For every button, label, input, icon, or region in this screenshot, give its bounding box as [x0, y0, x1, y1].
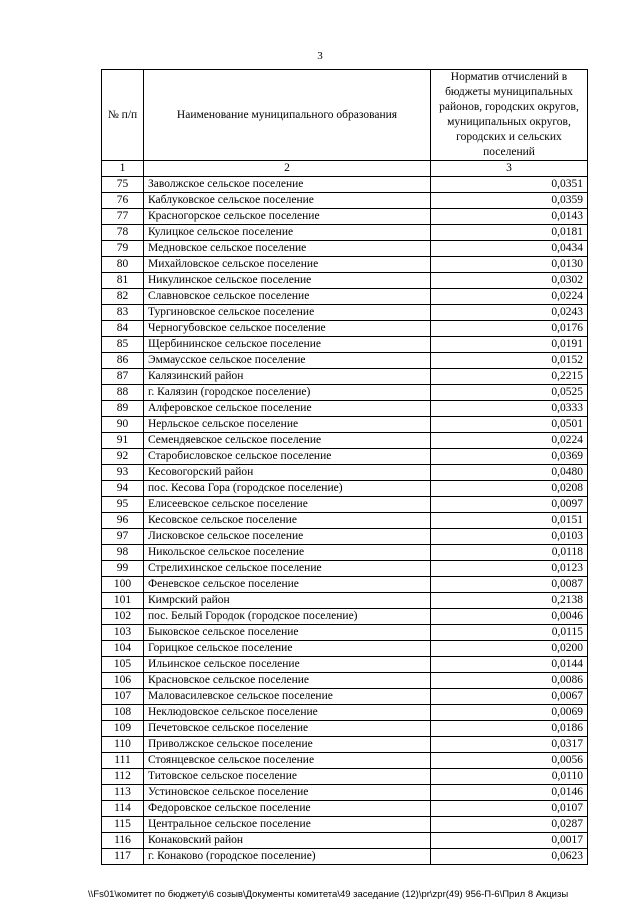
- row-number: 98: [102, 545, 144, 561]
- table-row: [102, 417, 588, 433]
- row-name: Горицкое сельское поселение: [144, 641, 431, 657]
- row-value: 0,0151: [431, 513, 588, 529]
- row-value: 0,0224: [431, 433, 588, 449]
- row-name: Феневское сельское поселение: [144, 577, 431, 593]
- row-name: Черногубовское сельское поселение: [144, 321, 431, 337]
- row-name: Приволжское сельское поселение: [144, 737, 431, 753]
- row-value: 0,0351: [431, 177, 588, 193]
- page-number: 3: [317, 50, 323, 62]
- table-row: [102, 305, 588, 321]
- footer-file-path: \\Fs01\комитет по бюджету\6 созыв\Документы комитета\49 заседание (12)\pr\zpr(49) 956-П-6\Прил 8 Акцизы: [88, 889, 569, 900]
- header-name: Наименование муниципального образования: [144, 70, 431, 161]
- row-number: 75: [102, 177, 144, 193]
- table-row: [102, 641, 588, 657]
- table-row: [102, 609, 588, 625]
- table-row: [102, 833, 588, 849]
- row-number: 78: [102, 225, 144, 241]
- row-value: 0,0086: [431, 673, 588, 689]
- column-index-1: 1: [102, 161, 144, 177]
- table-row: [102, 657, 588, 673]
- row-name: Никулинское сельское поселение: [144, 273, 431, 289]
- row-name: Семендяевское сельское поселение: [144, 433, 431, 449]
- table-row: [102, 385, 588, 401]
- row-value: 0,0369: [431, 449, 588, 465]
- row-value: 0,0143: [431, 209, 588, 225]
- row-value: 0,0200: [431, 641, 588, 657]
- row-number: 103: [102, 625, 144, 641]
- table-row: [102, 785, 588, 801]
- table-header-row: [102, 70, 588, 161]
- row-value: 0,0333: [431, 401, 588, 417]
- row-name: г. Калязин (городское поселение): [144, 385, 431, 401]
- row-name: Медновское сельское поселение: [144, 241, 431, 257]
- row-name: Заволжское сельское поселение: [144, 177, 431, 193]
- row-number: 107: [102, 689, 144, 705]
- header-number: № п/п: [102, 70, 144, 161]
- row-name: Устиновское сельское поселение: [144, 785, 431, 801]
- row-name: Лисковское сельское поселение: [144, 529, 431, 545]
- row-name: Щербининское сельское поселение: [144, 337, 431, 353]
- row-number: 96: [102, 513, 144, 529]
- row-number: 91: [102, 433, 144, 449]
- row-number: 87: [102, 369, 144, 385]
- table-body: [102, 177, 588, 865]
- row-value: 0,0623: [431, 849, 588, 865]
- row-number: 109: [102, 721, 144, 737]
- row-name: пос. Кесова Гора (городское поселение): [144, 481, 431, 497]
- table-row: [102, 273, 588, 289]
- table-row: [102, 849, 588, 865]
- table-row: [102, 433, 588, 449]
- row-name: Быковское сельское поселение: [144, 625, 431, 641]
- row-value: 0,0146: [431, 785, 588, 801]
- row-value: 0,0103: [431, 529, 588, 545]
- row-name: Нерльское сельское поселение: [144, 417, 431, 433]
- row-name: Маловасилевское сельское поселение: [144, 689, 431, 705]
- row-value: 0,2215: [431, 369, 588, 385]
- table-row: [102, 481, 588, 497]
- table-row: [102, 721, 588, 737]
- row-name: Кимрский район: [144, 593, 431, 609]
- row-number: 115: [102, 817, 144, 833]
- table-row: [102, 545, 588, 561]
- row-name: Центральное сельское поселение: [144, 817, 431, 833]
- table-row: [102, 465, 588, 481]
- row-number: 84: [102, 321, 144, 337]
- row-number: 82: [102, 289, 144, 305]
- row-value: 0,0069: [431, 705, 588, 721]
- row-number: 101: [102, 593, 144, 609]
- table-row: [102, 321, 588, 337]
- row-number: 79: [102, 241, 144, 257]
- row-name: г. Конаково (городское поселение): [144, 849, 431, 865]
- table-row: [102, 577, 588, 593]
- row-number: 86: [102, 353, 144, 369]
- row-value: 0,0123: [431, 561, 588, 577]
- norms-table: [101, 69, 588, 865]
- table-row: [102, 753, 588, 769]
- row-number: 97: [102, 529, 144, 545]
- row-value: 0,0115: [431, 625, 588, 641]
- row-number: 92: [102, 449, 144, 465]
- row-number: 80: [102, 257, 144, 273]
- row-value: 0,0480: [431, 465, 588, 481]
- row-value: 0,0317: [431, 737, 588, 753]
- row-number: 105: [102, 657, 144, 673]
- row-number: 85: [102, 337, 144, 353]
- row-value: 0,0434: [431, 241, 588, 257]
- table-row: [102, 593, 588, 609]
- table-row: [102, 337, 588, 353]
- row-name: Кулицкое сельское поселение: [144, 225, 431, 241]
- row-name: пос. Белый Городок (городское поселение): [144, 609, 431, 625]
- row-name: Ильинское сельское поселение: [144, 657, 431, 673]
- row-name: Титовское сельское поселение: [144, 769, 431, 785]
- column-index-2: 2: [144, 161, 431, 177]
- row-number: 104: [102, 641, 144, 657]
- row-number: 110: [102, 737, 144, 753]
- row-name: Никольское сельское поселение: [144, 545, 431, 561]
- table-row: [102, 241, 588, 257]
- row-number: 114: [102, 801, 144, 817]
- row-number: 99: [102, 561, 144, 577]
- row-number: 106: [102, 673, 144, 689]
- row-number: 117: [102, 849, 144, 865]
- row-value: 0,0224: [431, 289, 588, 305]
- row-value: 0,0525: [431, 385, 588, 401]
- row-name: Стоянцевское сельское поселение: [144, 753, 431, 769]
- row-name: Неклюдовское сельское поселение: [144, 705, 431, 721]
- row-number: 111: [102, 753, 144, 769]
- table-row: [102, 513, 588, 529]
- row-name: Эммаусское сельское поселение: [144, 353, 431, 369]
- row-name: Федоровское сельское поселение: [144, 801, 431, 817]
- row-number: 100: [102, 577, 144, 593]
- table-row: [102, 705, 588, 721]
- row-value: 0,0144: [431, 657, 588, 673]
- row-name: Калязинский район: [144, 369, 431, 385]
- row-number: 94: [102, 481, 144, 497]
- row-value: 0,0017: [431, 833, 588, 849]
- row-number: 77: [102, 209, 144, 225]
- row-value: 0,0287: [431, 817, 588, 833]
- row-name: Красногорское сельское поселение: [144, 209, 431, 225]
- table-row: [102, 401, 588, 417]
- row-name: Славновское сельское поселение: [144, 289, 431, 305]
- row-value: 0,0118: [431, 545, 588, 561]
- row-value: 0,0208: [431, 481, 588, 497]
- table-row: [102, 369, 588, 385]
- row-value: 0,0186: [431, 721, 588, 737]
- table-row: [102, 497, 588, 513]
- row-number: 102: [102, 609, 144, 625]
- row-value: 0,0302: [431, 273, 588, 289]
- row-name: Печетовское сельское поселение: [144, 721, 431, 737]
- row-number: 108: [102, 705, 144, 721]
- table-row: [102, 625, 588, 641]
- table-row: [102, 257, 588, 273]
- table-row: [102, 689, 588, 705]
- row-number: 83: [102, 305, 144, 321]
- row-number: 95: [102, 497, 144, 513]
- table-row: [102, 817, 588, 833]
- row-number: 116: [102, 833, 144, 849]
- table-row: [102, 177, 588, 193]
- row-value: 0,0110: [431, 769, 588, 785]
- table-row: [102, 353, 588, 369]
- row-value: 0,0152: [431, 353, 588, 369]
- row-name: Елисеевское сельское поселение: [144, 497, 431, 513]
- row-value: 0,0056: [431, 753, 588, 769]
- row-value: 0,0130: [431, 257, 588, 273]
- table-row: [102, 801, 588, 817]
- row-number: 76: [102, 193, 144, 209]
- row-number: 93: [102, 465, 144, 481]
- row-value: 0,0501: [431, 417, 588, 433]
- row-number: 112: [102, 769, 144, 785]
- row-name: Конаковский район: [144, 833, 431, 849]
- row-number: 113: [102, 785, 144, 801]
- row-name: Алферовское сельское поселение: [144, 401, 431, 417]
- table-row: [102, 193, 588, 209]
- row-value: 0,0176: [431, 321, 588, 337]
- table-row: [102, 209, 588, 225]
- row-value: 0,0097: [431, 497, 588, 513]
- table-row: [102, 225, 588, 241]
- column-index-3: 3: [431, 161, 588, 177]
- row-name: Кесовогорский район: [144, 465, 431, 481]
- row-value: 0,2138: [431, 593, 588, 609]
- column-index-row: [102, 161, 588, 177]
- row-number: 90: [102, 417, 144, 433]
- row-value: 0,0359: [431, 193, 588, 209]
- row-value: 0,0181: [431, 225, 588, 241]
- row-name: Красновское сельское поселение: [144, 673, 431, 689]
- row-name: Каблуковское сельское поселение: [144, 193, 431, 209]
- row-name: Стрелихинское сельское поселение: [144, 561, 431, 577]
- table-row: [102, 289, 588, 305]
- row-value: 0,0191: [431, 337, 588, 353]
- table-row: [102, 673, 588, 689]
- row-value: 0,0107: [431, 801, 588, 817]
- row-number: 89: [102, 401, 144, 417]
- row-value: 0,0087: [431, 577, 588, 593]
- row-name: Кесовское сельское поселение: [144, 513, 431, 529]
- row-value: 0,0046: [431, 609, 588, 625]
- row-value: 0,0243: [431, 305, 588, 321]
- row-name: Михайловское сельское поселение: [144, 257, 431, 273]
- row-value: 0,0067: [431, 689, 588, 705]
- table-row: [102, 769, 588, 785]
- table-row: [102, 529, 588, 545]
- row-name: Старобисловское сельское поселение: [144, 449, 431, 465]
- table-row: [102, 449, 588, 465]
- row-number: 81: [102, 273, 144, 289]
- row-name: Тургиновское сельское поселение: [144, 305, 431, 321]
- table-row: [102, 737, 588, 753]
- table-row: [102, 561, 588, 577]
- row-number: 88: [102, 385, 144, 401]
- header-norm: Норматив отчислений в бюджеты муниципальных районов, городских округов, муниципальных округов, городских и сельских поселений: [431, 70, 588, 161]
